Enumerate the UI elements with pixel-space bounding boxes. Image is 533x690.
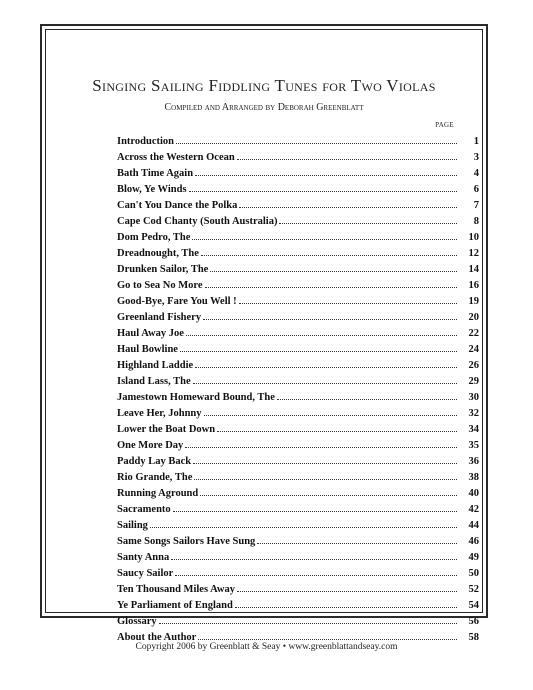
dot-leader [279,222,457,224]
toc-entry-page: 24 [468,344,479,355]
toc-entry-page: 54 [468,600,479,611]
toc-entry-page: 44 [468,520,479,531]
dot-leader [237,158,457,160]
toc-entry [117,550,479,566]
toc-entry-title: Haul Away Joe [117,328,184,339]
toc-entry-title: Sailing [117,520,148,531]
toc-entry [117,534,479,550]
dot-leader [171,558,457,560]
toc-entry [117,150,479,166]
toc-entry [117,390,479,406]
toc-entry [117,406,479,422]
toc-entry-page: 4 [473,168,479,179]
toc-entry [117,454,479,470]
dot-leader [185,446,457,448]
toc-entry-title: Blow, Ye Winds [117,184,187,195]
toc-entry-title: Island Lass, The [117,376,191,387]
toc-entry [117,374,479,390]
toc-entry-page: 1 [473,136,479,147]
toc-entry [117,214,479,230]
toc-entry [117,326,479,342]
dot-leader [176,142,457,144]
toc-entry-page: 50 [468,568,479,579]
toc-entry-title: Running Aground [117,488,199,499]
toc-entry-page: 26 [468,360,479,371]
toc-entry-title: Same Songs Sailors Have Sung [117,536,256,547]
book-title: Singing Sailing Fiddling Tunes for Two Violas [92,76,436,95]
toc-entry-page: 7 [473,200,479,211]
toc-entry-title: Jamestown Homeward Bound, The [117,392,275,403]
toc-entry-page: 49 [468,552,479,563]
toc-entry-page: 52 [468,584,479,595]
toc-entry-page: 38 [468,472,479,483]
toc-entry [117,598,479,614]
toc-entry-title: Haul Bowline [117,344,178,355]
toc-entry-page: 40 [468,488,479,499]
toc-entry-page: 29 [468,376,479,387]
toc-entry-title: Lower the Boat Down [117,424,216,435]
page-column-header: PAGE [435,121,454,129]
toc-entry [117,358,479,374]
dot-leader [239,206,457,208]
toc-entry-title: Leave Her, Johnny [117,408,202,419]
toc-entry [117,278,479,294]
copyright-line: Copyright 2006 by Greenblatt & Seay • www.greenblattandseay.com [135,642,398,652]
toc-entry-page: 6 [473,184,479,195]
dot-leader [257,542,457,544]
toc-entry [117,518,479,534]
toc-entry [117,614,479,630]
page-border [40,24,488,643]
dot-leader [193,382,457,384]
dot-leader [180,350,457,352]
toc-entry-page: 12 [468,248,479,259]
toc-entry-title: Dom Pedro, The [117,232,191,243]
toc-entry-page: 36 [468,456,479,467]
toc-entry [117,310,479,326]
dot-leader [200,494,457,496]
toc-entry-title: Santy Anna [117,552,170,563]
toc-entry [117,198,479,214]
toc-entry-title: Cape Cod Chanty (South Australia) [117,216,278,227]
toc-entry-title: Saucy Sailor [117,568,174,579]
toc-entry-title: Go to Sea No More [117,280,203,291]
toc-entry-title: Highland Laddie [117,360,194,371]
toc-entry [117,422,479,438]
toc-entry-page: 22 [468,328,479,339]
toc-entry-title: Drunken Sailor, The [117,264,209,275]
toc-entry-page: 42 [468,504,479,515]
toc-entry-title: Ye Parliament of England [117,600,233,611]
dot-leader [235,606,457,608]
table-of-contents [117,134,479,646]
toc-entry-page: 46 [468,536,479,547]
dot-leader [239,302,457,304]
dot-leader [189,190,457,192]
dot-leader [217,430,457,432]
toc-entry-page: 3 [473,152,479,163]
toc-entry-title: Dreadnought, The [117,248,199,259]
toc-entry-page: 20 [468,312,479,323]
dot-leader [210,270,457,272]
toc-entry-title: Across the Western Ocean [117,152,235,163]
dot-leader [205,286,457,288]
dot-leader [194,478,457,480]
dot-leader [277,398,457,400]
toc-entry [117,246,479,262]
toc-entry-title: Bath Time Again [117,168,194,179]
toc-entry-page: 8 [473,216,479,227]
toc-entry-page: 10 [468,232,479,243]
toc-entry-title: Ten Thousand Miles Away [117,584,235,595]
toc-entry [117,230,479,246]
toc-entry-page: 30 [468,392,479,403]
toc-entry [117,486,479,502]
toc-entry [117,134,479,150]
toc-entry-page: 56 [468,616,479,627]
dot-leader [193,462,457,464]
toc-entry-page: 14 [468,264,479,275]
toc-entry [117,566,479,582]
toc-entry-title: Introduction [117,136,174,147]
toc-entry-title: About the Author [117,632,197,643]
dot-leader [173,510,457,512]
toc-entry-title: One More Day [117,440,184,451]
toc-entry-page: 58 [468,632,479,643]
toc-entry-page: 16 [468,280,479,291]
dot-leader [198,638,457,640]
toc-entry-page: 35 [468,440,479,451]
dot-leader [203,318,457,320]
toc-entry-title: Sacramento [117,504,171,515]
toc-entry [117,342,479,358]
book-subtitle: Compiled and Arranged by Deborah Greenblatt [164,102,364,113]
toc-entry [117,262,479,278]
toc-entry-title: Rio Grande, The [117,472,193,483]
toc-entry-page: 19 [468,296,479,307]
dot-leader [201,254,457,256]
toc-entry [117,582,479,598]
toc-entry-title: Greenland Fishery [117,312,202,323]
toc-entry-title: Good-Bye, Fare You Well ! [117,296,237,307]
toc-entry-title: Can't You Dance the Polka [117,200,238,211]
dot-leader [237,590,457,592]
toc-entry [117,502,479,518]
toc-entry-page: 34 [468,424,479,435]
dot-leader [175,574,457,576]
dot-leader [195,366,457,368]
dot-leader [195,174,457,176]
dot-leader [159,622,457,624]
toc-entry [117,294,479,310]
toc-entry-title: Glossary [117,616,157,627]
toc-entry-page: 32 [468,408,479,419]
dot-leader [204,414,458,416]
toc-entry [117,166,479,182]
dot-leader [192,238,457,240]
dot-leader [186,334,457,336]
toc-entry [117,470,479,486]
toc-entry [117,182,479,198]
toc-entry [117,438,479,454]
toc-entry-title: Paddy Lay Back [117,456,192,467]
dot-leader [150,526,457,528]
